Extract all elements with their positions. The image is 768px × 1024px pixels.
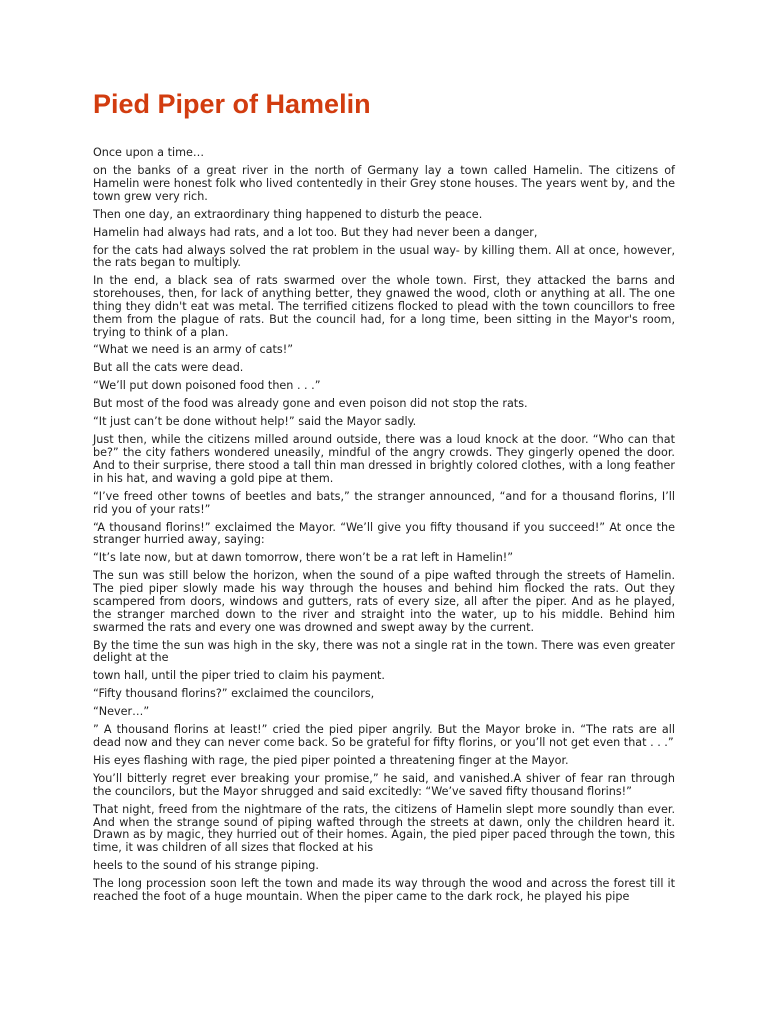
- paragraph: The long procession soon left the town and made its way through the wood and across the forest till it reached the foot of a huge mountain. When the piper came to the dark rock, he played his pipe: [93, 877, 675, 903]
- paragraph: The sun was still below the horizon, when the sound of a pipe wafted through the streets of Hamelin. The pied piper slowly made his way through the houses and behind him flocked the rats. Out they scampered from doors, windows and gutters, rats of every size, all after the piper. And as he played, the stranger marched down to the river and straight into the water, up to his middle. Behind him swarmed the rats and every one was drowned and swept away by the current.: [93, 569, 675, 634]
- paragraph: “A thousand florins!” exclaimed the Mayor. “We’ll give you fifty thousand if you succeed!” At once the stranger hurried away, saying:: [93, 520, 675, 547]
- paragraph: on the banks of a great river in the north of Germany lay a town called Hamelin. The citizens of Hamelin were honest folk who lived contentedly in their Grey stone houses. The years went by, and the town grew very rich.: [93, 163, 675, 203]
- paragraph: But all the cats were dead.: [93, 361, 244, 375]
- paragraph: town hall, until the piper tried to claim his payment.: [93, 669, 385, 683]
- paragraph: “I’ve freed other towns of beetles and bats,” the stranger announced, “and for a thousand florins, I’ll rid you of your rats!”: [93, 489, 675, 516]
- paragraph: Hamelin had always had rats, and a lot too. But they had never been a danger,: [93, 225, 538, 239]
- paragraph: heels to the sound of his strange piping.: [93, 859, 319, 873]
- paragraph: “Fifty thousand florins?” exclaimed the councilors,: [93, 687, 375, 701]
- paragraph: “It just can’t be done without help!” said the Mayor sadly.: [93, 415, 417, 429]
- paragraph: Once upon a time…: [93, 146, 205, 159]
- paragraph: Then one day, an extraordinary thing happened to disturb the peace.: [93, 207, 483, 221]
- paragraph: “We’ll put down poisoned food then . . .”: [93, 379, 321, 393]
- paragraph: “It’s late now, but at dawn tomorrow, there won’t be a rat left in Hamelin!”: [93, 551, 514, 565]
- paragraph: for the cats had always solved the rat problem in the usual way- by killing them. All at once, however, the rats began to multiply.: [93, 243, 675, 270]
- paragraph: But most of the food was already gone and even poison did not stop the rats.: [93, 397, 528, 411]
- paragraph: By the time the sun was high in the sky, there was not a single rat in the town. There was even greater delight at the: [93, 638, 675, 665]
- paragraph: “Never…”: [93, 705, 150, 719]
- paragraph: ” A thousand florins at least!” cried the pied piper angrily. But the Mayor broke in. “The rats are all dead now and they can never come back. So be grateful for fifty florins, or you’ll not get even that . . .”: [93, 723, 675, 750]
- story-body: [93, 147, 675, 909]
- paragraph: You’ll bitterly regret ever breaking your promise,” he said, and vanished.A shiver of fear ran through the councilors, but the Mayor shrugged and said excitedly: “We’ve saved fifty thousand florins!”: [93, 772, 675, 798]
- paragraph: That night, freed from the nightmare of the rats, the citizens of Hamelin slept more soundly than ever. And when the strange sound of piping wafted through the streets at dawn, only the children heard it. Drawn as by magic, they hurried out of their homes. Again, the pied piper paced through the town, this time, it was children of all sizes that flocked at his: [93, 802, 675, 855]
- document-title: Pied Piper of Hamelin: [93, 89, 371, 119]
- paragraph: His eyes flashing with rage, the pied piper pointed a threatening finger at the Mayor.: [93, 754, 569, 768]
- paragraph: Just then, while the citizens milled around outside, there was a loud knock at the door. “Who can that be?” the city fathers wondered uneasily, mindful of the angry crowds. They gingerly opened the door. And to their surprise, there stood a tall thin man dressed in brightly colored clothes, with a long feather in his hat, and waving a gold pipe at them.: [93, 433, 675, 485]
- paragraph: In the end, a black sea of rats swarmed over the whole town. First, they attacked the barns and storehouses, then, for lack of anything better, they gnawed the wood, cloth or anything at all. The one thing they didn't eat was metal. The terrified citizens flocked to plead with the town councillors to free them from the plague of rats. But the council had, for a long time, been sitting in the Mayor's room, trying to think of a plan.: [93, 274, 675, 339]
- paragraph: “What we need is an army of cats!”: [93, 343, 294, 357]
